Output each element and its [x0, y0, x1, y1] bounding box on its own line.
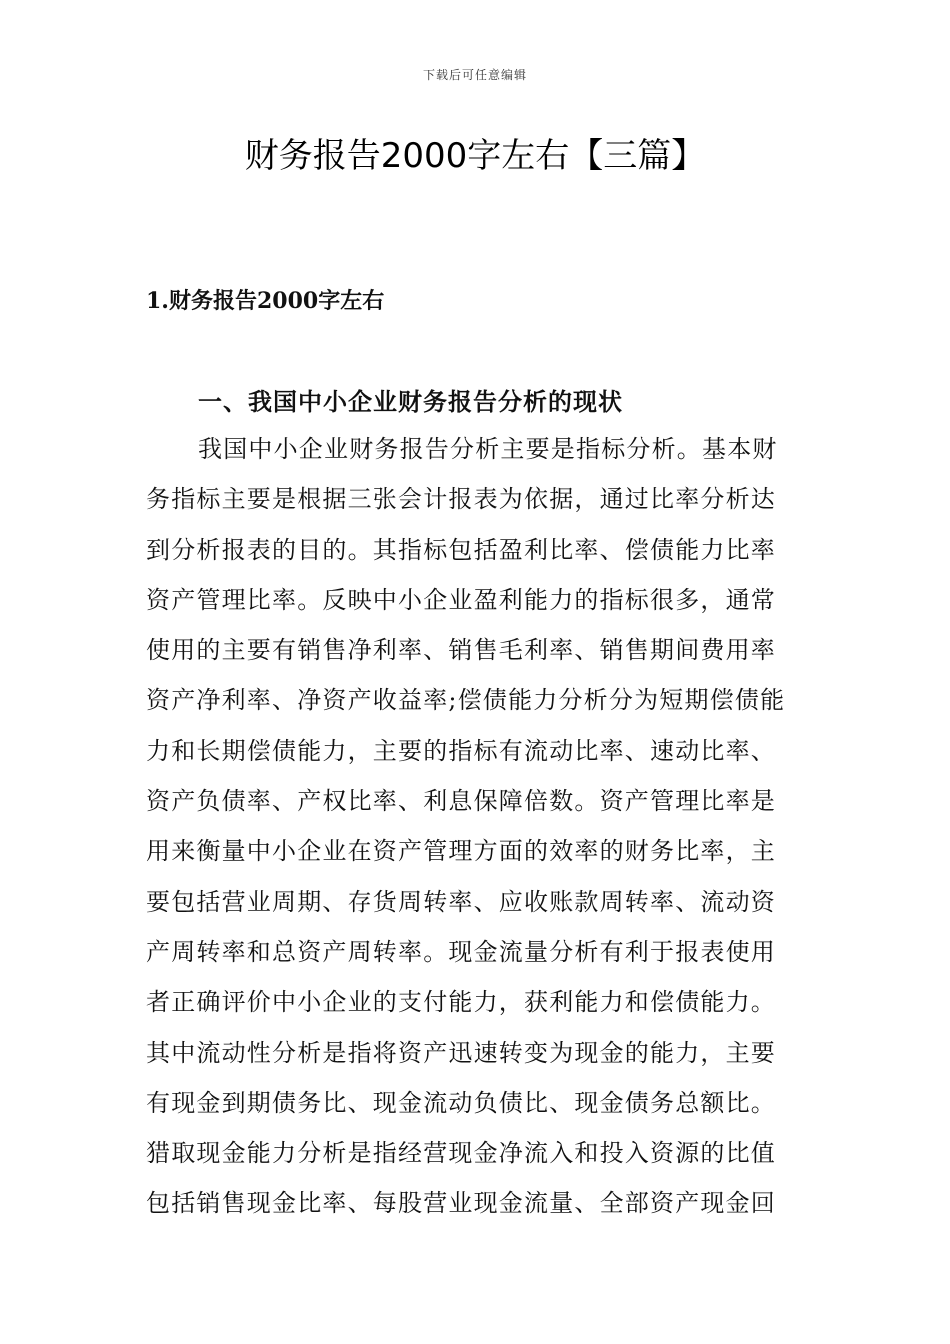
paragraph-line: 我国中小企业财务报告分析主要是指标分析。基本财	[198, 435, 778, 463]
paragraph-line: 者正确评价中小企业的支付能力，获利能力和偿债能力。	[146, 988, 776, 1017]
paragraph-line: 力和长期偿债能力，主要的指标有流动比率、速动比率、	[146, 736, 776, 765]
body-paragraph	[146, 424, 810, 1229]
paragraph-line: 资产负债率、产权比率、利息保障倍数。资产管理比率是	[146, 787, 776, 816]
sub-heading: 一、我国中小企业财务报告分析的现状	[198, 387, 623, 416]
paragraph-line: 资产管理比率。反映中小企业盈利能力的指标很多，通常	[146, 585, 776, 614]
paragraph-line: 资产净利率、净资产收益率;偿债能力分析分为短期偿债能	[146, 686, 786, 715]
paragraph-line: 使用的主要有销售净利率、销售毛利率、销售期间费用率	[146, 636, 776, 665]
paragraph-line: 其中流动性分析是指将资产迅速转变为现金的能力，主要	[146, 1038, 776, 1067]
paragraph-line: 用来衡量中小企业在资产管理方面的效率的财务比率，主	[146, 837, 776, 866]
paragraph-line: 有现金到期债务比、现金流动负债比、现金债务总额比。	[146, 1088, 776, 1117]
paragraph-line: 包括销售现金比率、每股营业现金流量、全部资产现金回	[146, 1189, 776, 1218]
header-note: 下载后可任意编辑	[422, 68, 527, 82]
paragraph-line: 到分析报表的目的。其指标包括盈利比率、偿债能力比率	[146, 535, 776, 564]
paragraph-line: 要包括营业周期、存货周转率、应收账款周转率、流动资	[146, 887, 776, 916]
document-title: 财务报告2000字左右【三篇】	[244, 136, 706, 176]
paragraph-line: 猎取现金能力分析是指经营现金净流入和投入资源的比值	[146, 1139, 776, 1168]
paragraph-line: 务指标主要是根据三张会计报表为依据，通过比率分析达	[146, 485, 776, 514]
section-heading: 1.财务报告2000字左右	[146, 288, 385, 314]
paragraph-line: 产周转率和总资产周转率。现金流量分析有利于报表使用	[146, 937, 776, 966]
